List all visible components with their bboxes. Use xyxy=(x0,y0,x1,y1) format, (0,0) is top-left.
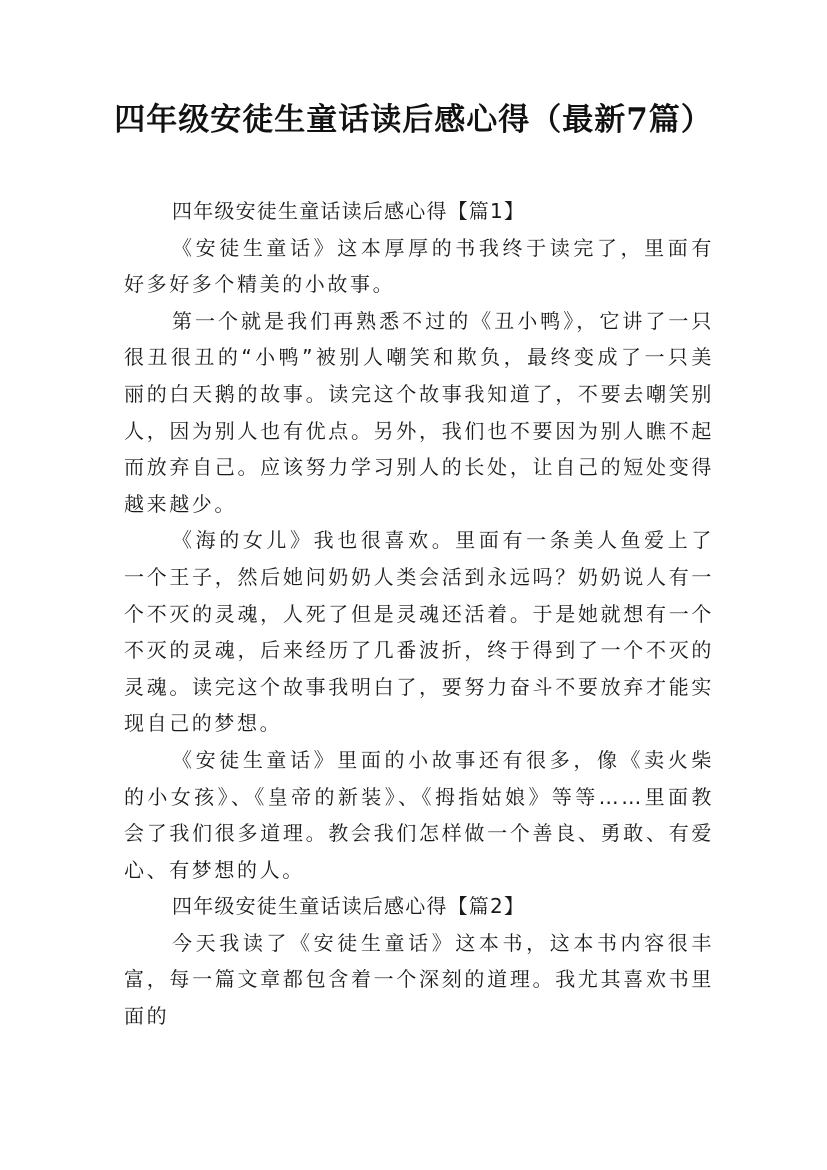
document-body xyxy=(124,193,714,1035)
document-title: 四年级安徒生童话读后感心得（最新7篇） xyxy=(114,102,713,138)
section-heading-2: 四年级安徒生童话读后感心得【篇2】 xyxy=(172,894,526,919)
body-paragraph: 《海的女儿》我也很喜欢。里面有一条美人鱼爱上了一个王子，然后她问奶奶人类会活到永远吗？奶奶说人有一个不灭的灵魂，人死了但是灵魂还活着。于是她就想有一个不灭的灵魂，后来经历了几番波折，终于得到了一个不灭的灵魂。读完这个故事我明白了，要努力奋斗不要放弃才能实现自己的梦想。 xyxy=(124,528,714,736)
body-paragraph: 《安徒生童话》这本厚厚的书我终于读完了，里面有好多好多个精美的小故事。 xyxy=(124,235,714,297)
body-paragraph: 今天我读了《安徒生童话》这本书，这本书内容很丰富，每一篇文章都包含着一个深刻的道理。我尤其喜欢书里面的 xyxy=(124,930,714,1029)
body-paragraph: 《安徒生童话》里面的小故事还有很多，像《卖火柴的小女孩》、《皇帝的新装》、《拇指姑娘》等等……里面教会了我们很多道理。教会我们怎样做一个善良、勇敢、有爱心、有梦想的人。 xyxy=(124,747,714,882)
body-paragraph: 第一个就是我们再熟悉不过的《丑小鸭》，它讲了一只很丑很丑的“小鸭”被别人嘲笑和欺负，最终变成了一只美丽的白天鹅的故事。读完这个故事我知道了，不要去嘲笑别人，因为别人也有优点。另外，我们也不要因为别人瞧不起而放弃自己。应该努力学习别人的长处，让自己的短处变得越来越少。 xyxy=(124,308,714,516)
section-heading-1: 四年级安徒生童话读后感心得【篇1】 xyxy=(172,199,526,223)
